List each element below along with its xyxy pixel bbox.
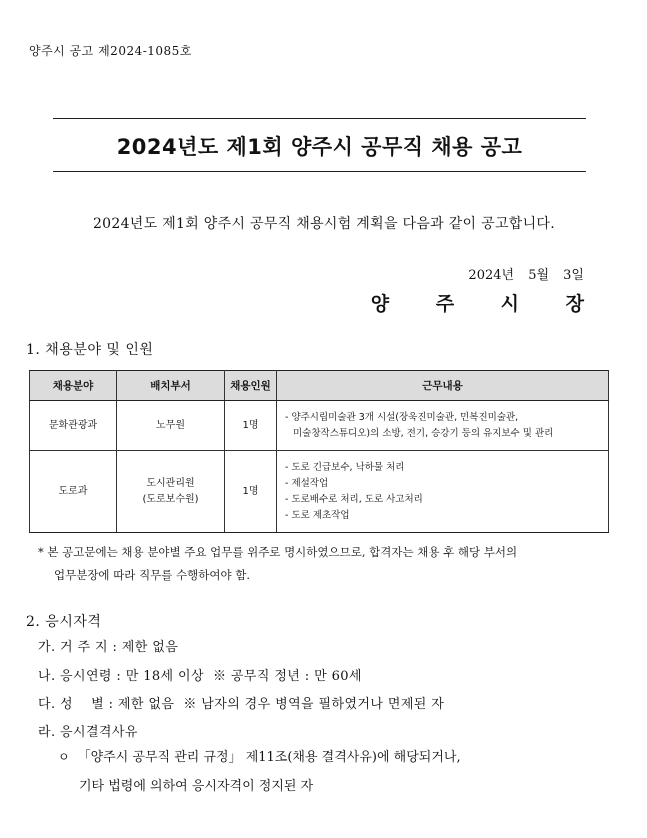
title-top-rule bbox=[53, 118, 586, 119]
cell-dept bbox=[117, 451, 225, 533]
cell-duties bbox=[277, 451, 609, 533]
disqualification-item bbox=[58, 746, 461, 765]
section-2-heading: 2. 응시자격 bbox=[26, 614, 102, 630]
duty-line: - 도로 제초작업 bbox=[285, 509, 350, 521]
notice-date: 2024년 5월 3일 bbox=[468, 268, 584, 283]
issuer-name: 양 주 시 장 bbox=[370, 293, 604, 315]
table-row bbox=[30, 401, 609, 451]
dept-line: 도시관리원 bbox=[146, 477, 195, 489]
duty-line: - 도로배수로 처리, 도로 사고처리 bbox=[285, 493, 423, 505]
table-footnote bbox=[38, 541, 623, 587]
cell-duties bbox=[277, 401, 609, 451]
document-title: 2024년도 제1회 양주시 공무직 채용 공고 bbox=[116, 135, 523, 159]
qualification-disqualification: 라. 응시결격사유 bbox=[38, 725, 138, 740]
table-header-row bbox=[30, 371, 609, 401]
footnote-line: 업무분장에 따라 직무를 수행하여야 함. bbox=[54, 568, 251, 582]
qualification-residence: 가. 거 주 지 : 제한 없음 bbox=[38, 640, 179, 655]
cell-count: 1명 bbox=[225, 401, 277, 451]
section-1-heading: 1. 채용분야 및 인원 bbox=[26, 342, 154, 358]
footnote-line: * 본 공고문에는 채용 분야별 주요 업무를 위주로 명시하였으므로, 합격자는 채용 후 해당 부서의 bbox=[38, 545, 518, 559]
dept-line: (도로보수원) bbox=[142, 493, 199, 505]
header-field: 채용분야 bbox=[30, 371, 117, 401]
cell-field: 도로과 bbox=[30, 451, 117, 533]
header-dept: 배치부서 bbox=[117, 371, 225, 401]
disqualification-line: 기타 법령에 의하여 응시자격이 정지된 자 bbox=[79, 779, 314, 794]
duty-line: 미술창작스튜디오)의 소방, 전기, 승강기 등의 유지보수 및 관리 bbox=[293, 427, 554, 439]
duty-line: - 도로 긴급보수, 낙하물 처리 bbox=[285, 461, 405, 473]
recruitment-table bbox=[29, 370, 609, 533]
header-count: 채용인원 bbox=[225, 371, 277, 401]
title-bottom-rule bbox=[53, 171, 586, 172]
disqualification-line: 「양주시 공무직 관리 규정」 제11조(채용 결격사유)에 해당되거나, bbox=[77, 750, 461, 765]
cell-field: 문화관광과 bbox=[30, 401, 117, 451]
table-row bbox=[30, 451, 609, 533]
notice-number: 양주시 공고 제2024-1085호 bbox=[29, 44, 192, 58]
header-duties: 근무내용 bbox=[277, 371, 609, 401]
cell-dept: 노무원 bbox=[117, 401, 225, 451]
circle-bullet-icon: ㅇ bbox=[58, 750, 70, 764]
duty-line: - 제설작업 bbox=[285, 477, 329, 489]
qualification-age: 나. 응시연령 : 만 18세 이상 ※ 공무직 정년 : 만 60세 bbox=[38, 669, 362, 684]
duty-line: - 양주시립미술관 3개 시설(장욱진미술관, 민복진미술관, bbox=[285, 411, 519, 423]
intro-sentence: 2024년도 제1회 양주시 공무직 채용시험 계획을 다음과 같이 공고합니다. bbox=[92, 216, 556, 232]
cell-count: 1명 bbox=[225, 451, 277, 533]
qualification-gender: 다. 성 별 : 제한 없음 ※ 남자의 경우 병역을 필하였거나 면제된 자 bbox=[38, 697, 445, 712]
